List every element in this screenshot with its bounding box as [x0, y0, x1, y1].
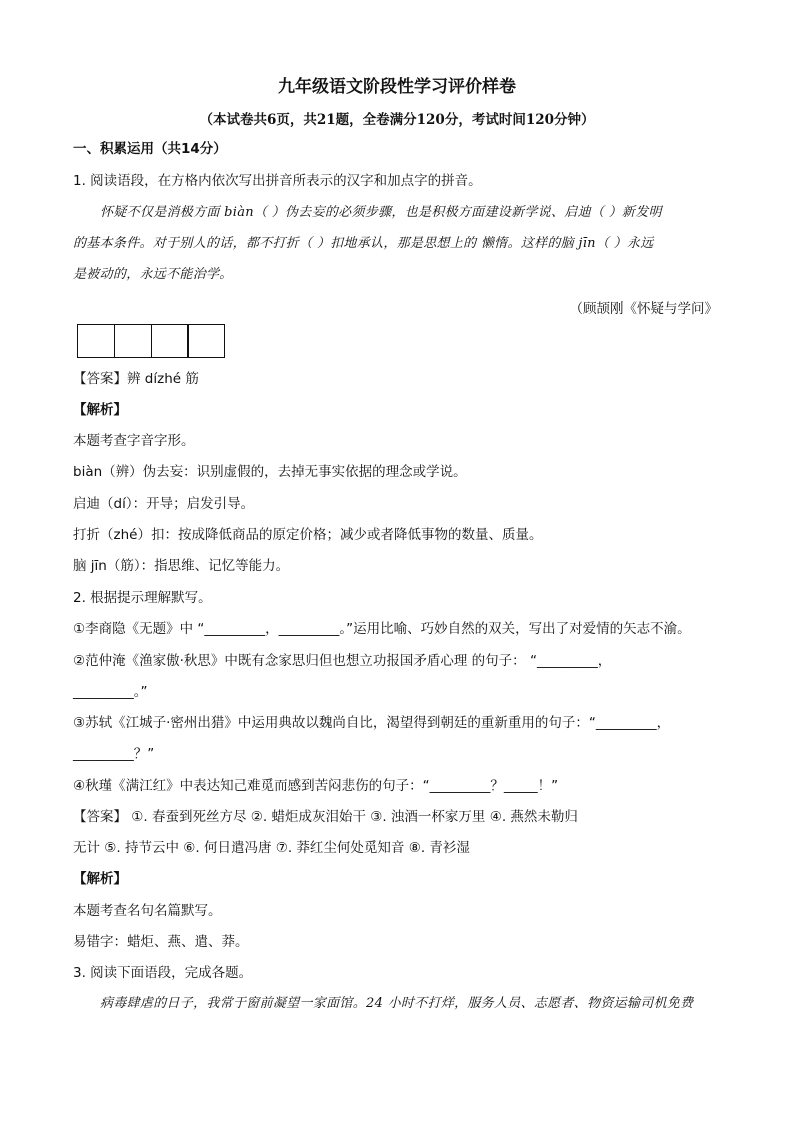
q2-analysis-label: 【解析】	[73, 871, 127, 887]
exam-title: 九年级语文阶段性学习评价样卷	[278, 77, 516, 97]
q1-analysis-label: 【解析】	[73, 402, 127, 418]
answer-cell[interactable]	[151, 324, 189, 358]
q1-passage-line: 的基本条件。对于别人的话，都不打折（ ）扣地承认，那是思想上的 懒惰。这样的脑 jīn（ ）永远	[73, 236, 654, 251]
q2-answer: 【答案】 ①. 春蚕到死丝方尽 ②. 蜡炬成灰泪始干 ③. 浊酒一杯家万里 ④. 燕然未勒归	[73, 809, 578, 825]
section-heading: 一、积累运用（共14分）	[73, 141, 227, 157]
answer-cell[interactable]	[114, 324, 152, 358]
q1-analysis-line: biàn（辨）伪去妄：识别虚假的，去掉无事实依据的理念或学说。	[73, 464, 467, 480]
q3-stem: 3. 阅读下面语段，完成各题。	[73, 965, 253, 981]
q1-analysis-line: 本题考查字音字形。	[73, 433, 195, 449]
q1-analysis-line: 脑 jīn（筋）：指思维、记忆等能力。	[73, 558, 290, 574]
q1-passage-line: 怀疑不仅是消极方面 biàn（ ）伪去妄的必须步骤，也是积极方面建设新学说、启迪（ ）新发明	[100, 205, 662, 220]
q2-item: ②范仲淹《渔家傲·秋思》中既有念家思归但也想立功报国矛盾心理 的句子： “_________，	[73, 653, 612, 669]
exam-subtitle: （本试卷共6页，共21题，全卷满分120分，考试时间120分钟）	[199, 112, 595, 128]
q2-answer: 无计 ⑤. 持节云中 ⑥. 何日遣冯唐 ⑦. 莽红尘何处觅知音 ⑧. 青衫湿	[73, 840, 470, 856]
q2-item: ④秋瑾《满江红》中表达知己难觅而感到苦闷悲伤的句子：“_________？_____！”	[73, 778, 559, 794]
answer-cell[interactable]	[77, 324, 115, 358]
q1-analysis-line: 打折（zhé）扣：按成降低商品的原定价格；减少或者降低事物的数量、质量。	[73, 527, 543, 543]
q1-passage-line: 是被动的，永远不能治学。	[73, 267, 233, 282]
q2-item: _________？”	[73, 746, 155, 762]
q2-analysis-line: 易错字：蜡炬、燕、遣、莽。	[73, 934, 249, 950]
q3-passage-line: 病毒肆虐的日子，我常于窗前凝望一家面馆。24 小时不打烊，服务人员、志愿者、物资运输司机免费	[100, 996, 694, 1011]
q1-analysis-line: 启迪（dí）：开导；启发引导。	[73, 496, 255, 512]
q1-stem: 1. 阅读语段，在方格内依次写出拼音所表示的汉字和加点字的拼音。	[73, 173, 482, 189]
answer-cell[interactable]	[187, 324, 225, 358]
q2-item: ③苏轼《江城子·密州出猎》中运用典故以魏尚自比，渴望得到朝廷的重新重用的句子：“_________，	[73, 715, 671, 731]
q1-answer: 【答案】辨 dízhé 筋	[73, 371, 199, 387]
q2-analysis-line: 本题考查名句名篇默写。	[73, 903, 222, 919]
q2-item: _________。”	[73, 684, 148, 700]
q1-source: （顾颉刚《怀疑与学问》	[569, 301, 718, 317]
q2-item: ①李商隐《无题》中 “_________，_________。”运用比喻、巧妙自然的双关，写出了对爱情的矢志不渝。	[73, 621, 691, 637]
answer-grid	[77, 324, 224, 358]
q2-stem: 2. 根据提示理解默写。	[73, 590, 212, 606]
